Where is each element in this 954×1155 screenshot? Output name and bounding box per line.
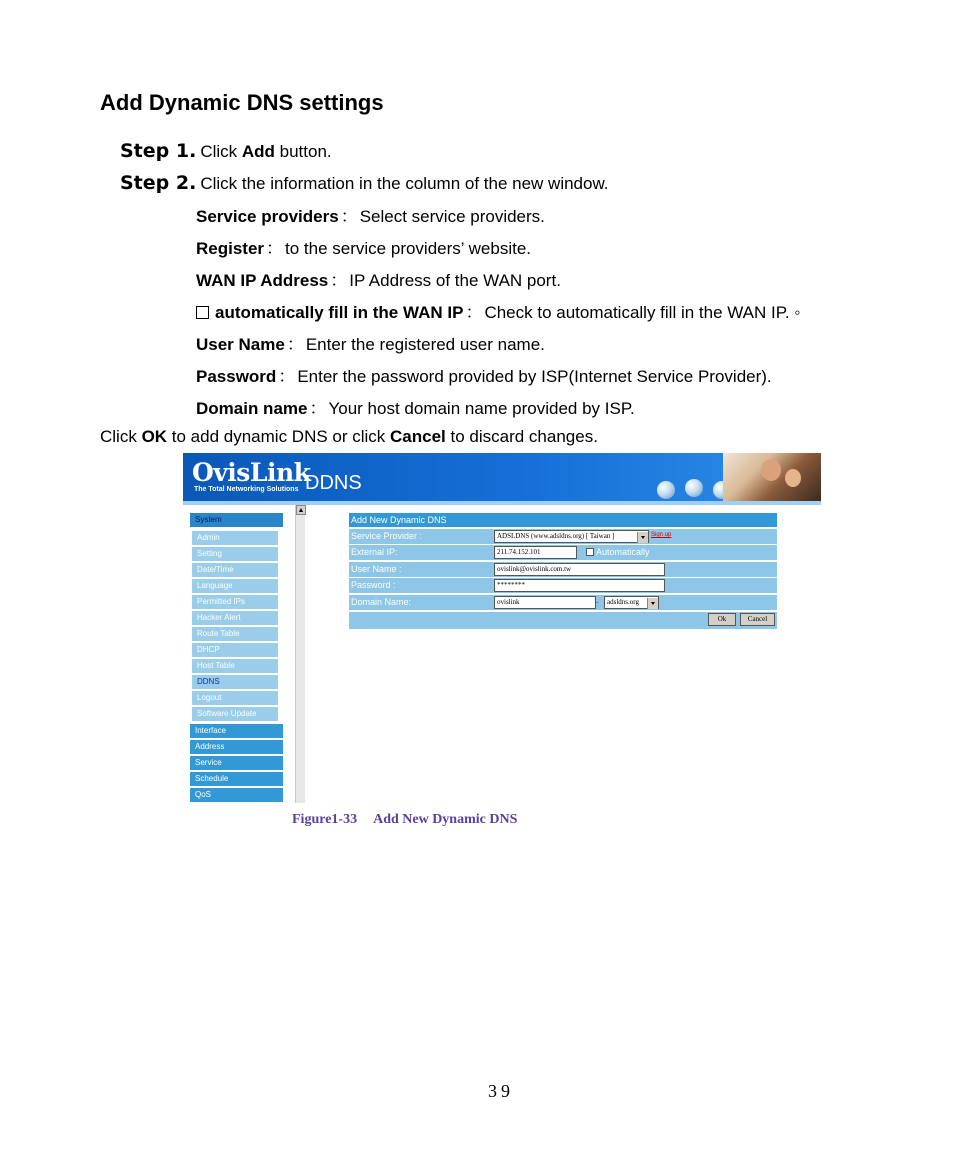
step-1-bold: Add xyxy=(241,142,275,161)
row-actions xyxy=(349,612,777,629)
field-desc: Select service providers. xyxy=(359,207,545,226)
domain-suffix-value: adsldns.org xyxy=(607,598,639,606)
menu-item-ddns[interactable]: DDNS xyxy=(192,675,278,689)
form-header: Add New Dynamic DNS xyxy=(349,513,777,527)
field-wan-ip-address xyxy=(196,266,561,291)
service-provider-value: ADSLDNS (www.adsldns.org) [ Taiwan ] xyxy=(497,532,615,540)
globe-icon xyxy=(685,479,703,497)
row-password xyxy=(349,578,777,593)
row-user-name xyxy=(349,562,777,577)
menu-item-host-table[interactable]: Host Table xyxy=(192,659,278,673)
row-domain-name xyxy=(349,595,777,610)
automatically-label: Automatically xyxy=(596,547,650,557)
field-desc: Enter the registered user name. xyxy=(305,335,545,354)
figure-caption xyxy=(292,812,517,828)
menu-item-software-update[interactable]: Software Update xyxy=(192,707,278,721)
ok-button[interactable]: Ok xyxy=(708,613,736,626)
menu-item-language[interactable]: Language xyxy=(192,579,278,593)
field-sep: ： xyxy=(330,271,348,290)
field-desc: to the service providers’ website. xyxy=(285,239,532,258)
step-2-label: Step 2. xyxy=(120,172,197,194)
menu-service[interactable]: Service xyxy=(190,756,283,770)
photo-person xyxy=(761,459,781,481)
closing-text-1: Click xyxy=(100,427,142,446)
field-sep: ： xyxy=(340,207,358,226)
figure-number: Figure1-33 xyxy=(292,812,358,827)
page-name: DDNS xyxy=(305,472,362,494)
sign-up-link[interactable]: Sign up xyxy=(651,532,672,538)
service-provider-select[interactable] xyxy=(494,530,649,543)
closing-instruction xyxy=(100,427,598,447)
banner-photo xyxy=(723,453,821,501)
field-service-providers xyxy=(196,202,545,227)
row-external-ip xyxy=(349,545,777,560)
menu-address[interactable]: Address xyxy=(190,740,283,754)
field-name: Password xyxy=(196,367,277,386)
automatically-checkbox[interactable] xyxy=(586,548,594,556)
closing-text-3: to discard changes. xyxy=(445,427,598,446)
logo-tagline: The Total Networking Solutions xyxy=(194,486,299,493)
field-user-name xyxy=(196,330,545,355)
menu-item-dhcp[interactable]: DHCP xyxy=(192,643,278,657)
photo-child xyxy=(785,469,801,487)
step-1 xyxy=(120,140,332,162)
globe-icon xyxy=(657,481,675,499)
field-sep: ： xyxy=(278,367,296,386)
banner xyxy=(183,453,821,505)
field-sep: ： xyxy=(266,239,284,258)
external-ip-input[interactable]: 211.74.152.101 xyxy=(494,546,577,559)
step-2 xyxy=(120,172,609,194)
field-desc: Enter the password provided by ISP(Internet Service Provider). xyxy=(297,367,772,386)
step-2-text: Click the information in the column of the new window. xyxy=(200,174,609,193)
field-domain-name xyxy=(196,394,635,419)
chevron-down-icon xyxy=(637,532,648,543)
menu-schedule[interactable]: Schedule xyxy=(190,772,283,786)
field-name: User Name xyxy=(196,335,285,354)
menu-item-route-table[interactable]: Route Table xyxy=(192,627,278,641)
section-title: Add Dynamic DNS settings xyxy=(100,90,384,115)
field-desc: IP Address of the WAN port. xyxy=(349,271,561,290)
menu-item-permitted-ips[interactable]: Permitted IPs xyxy=(192,595,278,609)
field-register xyxy=(196,234,531,259)
sidebar-scrollbar[interactable] xyxy=(295,505,305,803)
password-label: Password : xyxy=(351,580,396,590)
field-desc: Check to automatically fill in the WAN IP. ◦ xyxy=(484,303,801,322)
external-ip-label: External IP: xyxy=(351,547,398,557)
field-auto-fill-wan-ip xyxy=(196,298,800,323)
page-number: 39 xyxy=(488,1081,514,1101)
password-input[interactable]: ******** xyxy=(494,579,665,592)
closing-cancel: Cancel xyxy=(390,427,446,446)
figure-title: Add New Dynamic DNS xyxy=(373,812,518,827)
menu-item-date-time[interactable]: Date/Time xyxy=(192,563,278,577)
domain-separator: . xyxy=(596,596,599,605)
menu-item-logout[interactable]: Logout xyxy=(192,691,278,705)
field-password xyxy=(196,362,772,387)
row-service-provider xyxy=(349,529,777,544)
menu-item-setting[interactable]: Setting xyxy=(192,547,278,561)
domain-name-label: Domain Name: xyxy=(351,597,412,607)
domain-suffix-select[interactable] xyxy=(604,596,659,609)
domain-name-input[interactable]: ovislink xyxy=(494,596,596,609)
service-provider-label: Service Provider : xyxy=(351,531,423,541)
step-1-text-before: Click xyxy=(200,142,242,161)
chevron-down-icon xyxy=(647,598,658,609)
menu-interface[interactable]: Interface xyxy=(190,724,283,738)
scroll-up-arrow-icon[interactable] xyxy=(296,505,306,515)
closing-text-2: to add dynamic DNS or click xyxy=(167,427,391,446)
field-name: Service providers xyxy=(196,207,339,226)
closing-ok: OK xyxy=(141,427,168,446)
ddns-screenshot xyxy=(183,453,821,803)
checkbox-icon xyxy=(196,306,209,319)
field-name: Domain name xyxy=(196,399,308,418)
menu-item-hacker-alert[interactable]: Hacker Alert xyxy=(192,611,278,625)
field-name: Register xyxy=(196,239,265,258)
field-sep: ： xyxy=(286,335,304,354)
field-sep: ： xyxy=(465,303,483,322)
field-desc: Your host domain name provided by ISP. xyxy=(328,399,635,418)
field-name: automatically fill in the WAN IP xyxy=(215,303,464,322)
step-1-label: Step 1. xyxy=(120,140,197,162)
step-1-text-after: button. xyxy=(274,142,332,161)
menu-system[interactable]: System xyxy=(190,513,283,527)
user-name-label: User Name : xyxy=(351,564,402,574)
sidebar-menu xyxy=(183,505,295,803)
user-name-input[interactable]: ovislink@ovislink.com.tw xyxy=(494,563,665,576)
menu-qos[interactable]: QoS xyxy=(190,788,283,802)
menu-item-admin[interactable]: Admin xyxy=(192,531,278,545)
field-sep: ： xyxy=(309,399,327,418)
field-name: WAN IP Address xyxy=(196,271,329,290)
cancel-button[interactable]: Cancel xyxy=(740,613,775,626)
ovislink-logo: OvisLink xyxy=(192,458,311,487)
